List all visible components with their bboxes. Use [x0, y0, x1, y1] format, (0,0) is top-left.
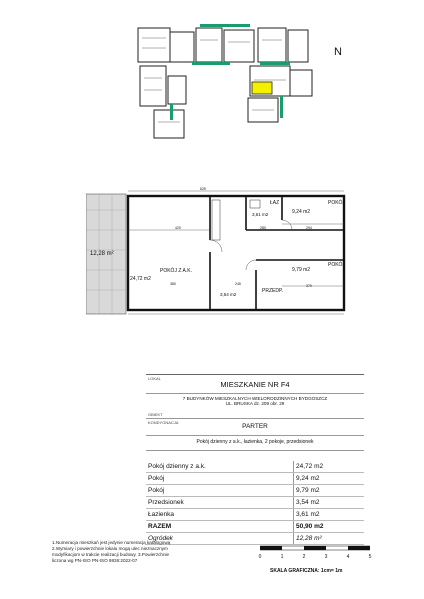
total-label: RAZEM	[146, 521, 294, 533]
building-line-2: UL. BRUSKA dz. 209 obr. 29	[225, 401, 285, 406]
table-row	[146, 485, 364, 497]
note-line: liczona wg PN-ISO PN-ISO 9836:2022-07	[52, 557, 138, 563]
room-area: 9,79 m2	[294, 485, 365, 497]
room2-area: 9,79 m2	[292, 267, 311, 273]
table-row	[146, 497, 364, 509]
floor-name: PARTER	[242, 423, 268, 430]
room2-label: POKÓJ	[328, 262, 345, 268]
hall-area: 3,54 m2	[220, 292, 237, 297]
living-room-label: POKÓJ Z A.K.	[160, 268, 192, 274]
room-area: 3,61 m2	[294, 509, 365, 521]
room-name: Łazienka	[146, 509, 294, 521]
dimension-label: 625	[200, 187, 206, 191]
dimension-label: 380	[170, 282, 176, 286]
room1-area: 9,24 m2	[292, 209, 311, 215]
table-row	[146, 461, 364, 473]
dimension-label: 280	[260, 226, 266, 230]
note-line: 2.Wymiary i powierzchnie lokalu mogą ulec nieznacznym	[52, 545, 168, 551]
living-room-area: 24,72 m2	[130, 276, 151, 282]
site-plan	[130, 18, 330, 140]
room-area-table	[146, 461, 364, 545]
room-name: Przedsionek	[146, 497, 294, 509]
room-area: 24,72 m2	[294, 461, 365, 473]
highlighted-unit	[252, 82, 272, 94]
floor-plan	[86, 190, 350, 320]
dimension-label: 294	[306, 226, 312, 230]
room-name: Pokój dzienny z a.k.	[146, 461, 294, 473]
lokal-caption: LOKAL	[148, 376, 161, 381]
flat-title: MIESZKANIE NR F4	[220, 380, 290, 389]
garden-label: Ogródek	[146, 533, 294, 545]
scale-tick: 5	[368, 554, 372, 560]
terrace-area-label: 12,28 m²	[90, 251, 114, 257]
total-area: 50,90 m2	[294, 521, 365, 533]
garden-area: 12,28 m²	[294, 533, 365, 545]
north-arrow-label: N	[334, 46, 342, 58]
scale-tick: 2	[302, 554, 306, 560]
kondygnacja-caption: KONDYGNACJA	[148, 420, 179, 425]
dimension-label: 420	[175, 226, 181, 230]
total-row	[146, 521, 364, 533]
notes-block	[52, 540, 202, 564]
room-area: 3,54 m2	[294, 497, 365, 509]
room1-label: POKÓJ	[328, 200, 345, 206]
bathroom-label: ŁAZ	[270, 200, 280, 206]
note-line: 1.Numeracja mieszkań jest jedynie numeracją katalogową	[52, 540, 171, 545]
hall-label: PRZEDP.	[262, 288, 284, 294]
flat-description: Pokój dzienny z a.k., łazienka, 2 pokoje, przedsionek	[196, 439, 314, 445]
room-name: Pokój	[146, 485, 294, 497]
room-area: 9,24 m2	[294, 473, 365, 485]
scale-label: SKALA GRAFICZNA: 1cm= 1m	[270, 568, 343, 574]
scale-tick: 3	[324, 554, 328, 560]
scale-bar	[252, 540, 376, 570]
room-name: Pokój	[146, 473, 294, 485]
building-line-1: 7 BUDYNKÓW MIESZKALNYCH WIELORODZINNYCH BYDGOSZCZ	[182, 396, 328, 401]
table-row	[146, 473, 364, 485]
scale-tick: 0	[258, 554, 262, 560]
table-row	[146, 509, 364, 521]
scale-tick: 1	[280, 554, 284, 560]
note-line: modyfikacjom w trakcie realizacji budowy. 3.Powierzchnie	[52, 551, 170, 557]
bathroom-area: 3,61 m2	[252, 212, 269, 217]
apartment-info-card	[146, 374, 364, 545]
scale-tick: 4	[346, 554, 350, 560]
obiekt-caption: OBIEKT	[148, 412, 163, 417]
dimension-label: 370	[306, 284, 312, 288]
dimension-label: 245	[235, 282, 241, 286]
